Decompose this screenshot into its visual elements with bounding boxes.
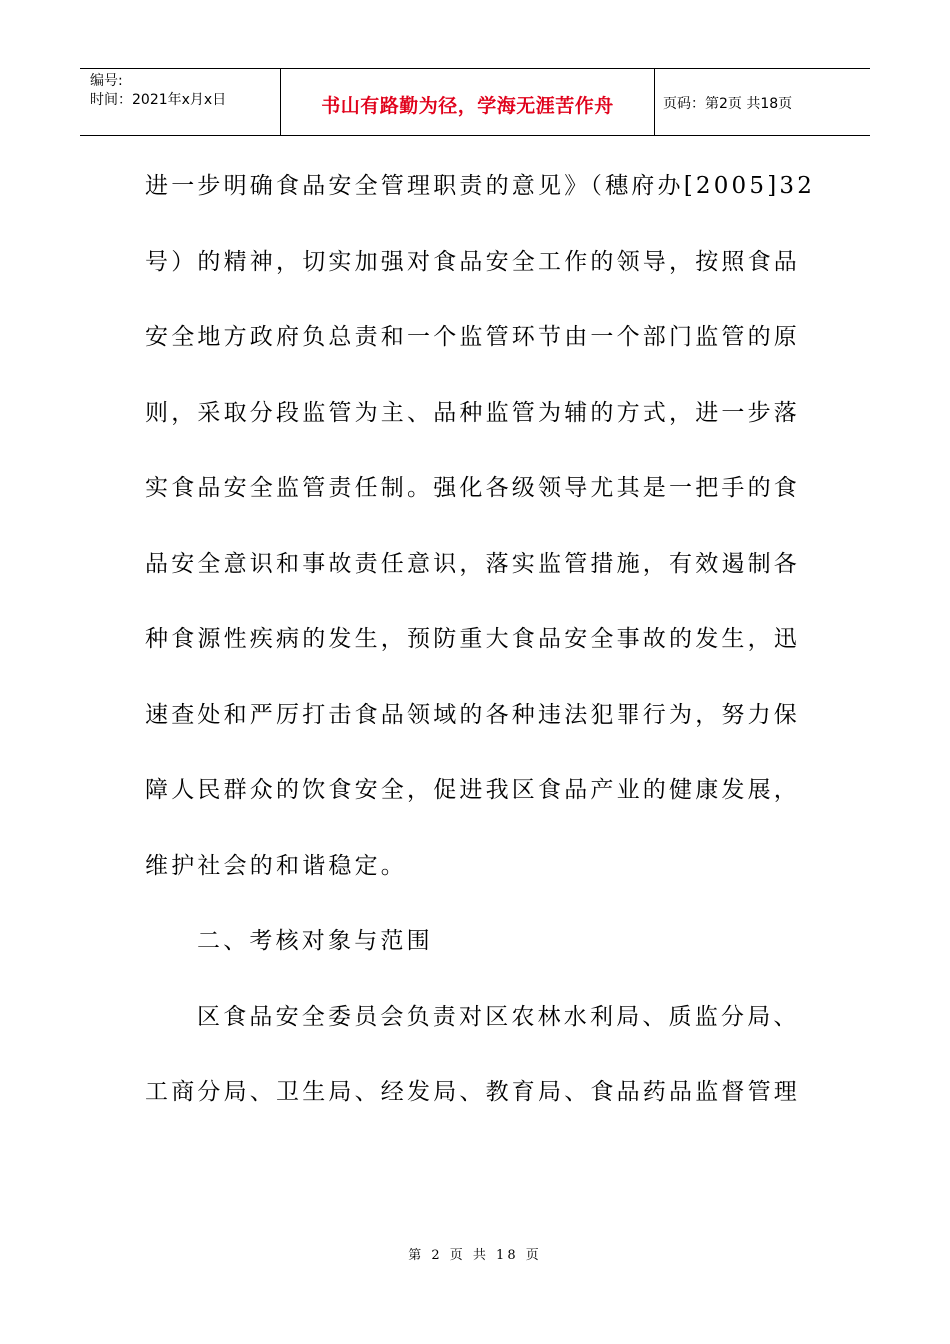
header-page-code-cell [655,69,870,135]
body-line: 号）的精神，切实加强对食品安全工作的领导，按照食品 [145,248,800,275]
header-motto-cell [281,69,655,135]
body-line: 速查处和严厉打击食品领域的各种违法犯罪行为，努力保 [145,701,800,728]
body-line: 种食源性疾病的发生，预防重大食品安全事故的发生，迅 [145,626,800,652]
body-line: 则，采取分段监管为主、品种监管为辅的方式，进一步落 [145,399,800,426]
footer-page-number: 第 2 页 共 18 页 [408,1248,542,1263]
header-motto: 书山有路勤为径，学海无涯苦作舟 [321,94,614,117]
body-line: 品安全意识和事故责任意识，落实监管措施，有效遏制各 [145,550,800,577]
document-body [145,158,816,1140]
document-number-label: 编号: [90,73,123,89]
section-heading: 二、考核对象与范围 [197,928,433,954]
body-line: 维护社会的和谐稳定。 [145,852,407,879]
body-line: 安全地方政府负总责和一个监管环节由一个部门监管的原 [145,324,800,350]
header-meta [80,69,281,135]
page-footer [0,1244,950,1263]
body-line: 工商分局、卫生局、经发局、教育局、食品药品监督管理 [145,1079,800,1105]
body-line: 实食品安全监管责任制。强化各级领导尤其是一把手的食 [145,475,800,501]
body-line: 进一步明确食品安全管理职责的意见》（穗府办[2005]32 [145,173,816,199]
body-line: 区食品安全委员会负责对区农林水利局、质监分局、 [197,1003,800,1030]
header-page-code: 页码：第2页 共18页 [663,96,793,112]
page-header [80,68,870,136]
body-line: 障人民群众的饮食安全，促进我区食品产业的健康发展， [145,777,800,803]
document-time-label: 时间：2021年x月x日 [90,92,227,108]
